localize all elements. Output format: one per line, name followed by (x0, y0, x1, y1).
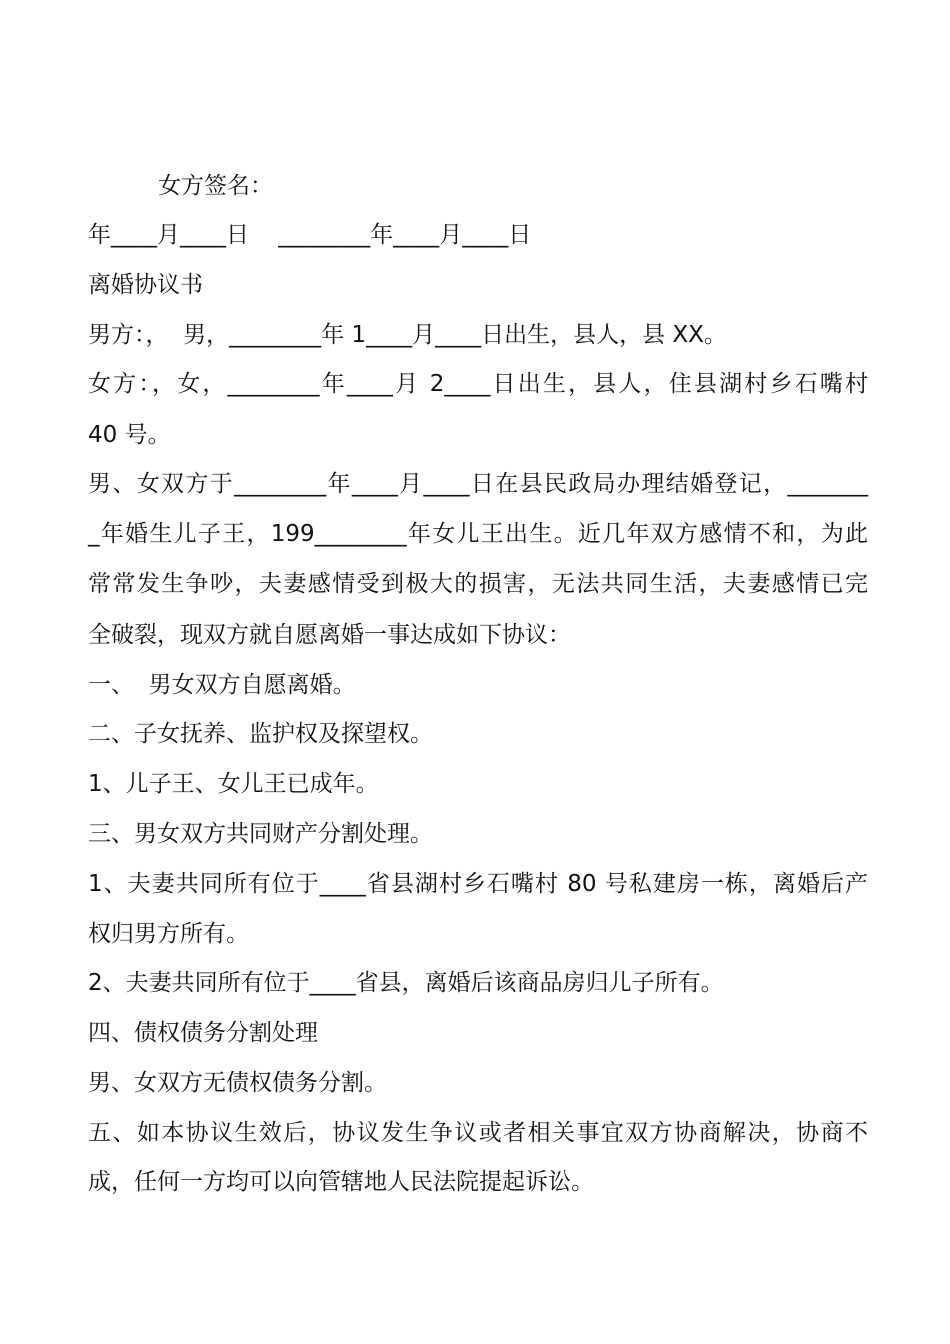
background-line-4: 全破裂，现双方就自愿离婚一事达成如下协议： (88, 622, 571, 648)
background-line-3: 常常发生争吵，夫妻感情受到极大的损害，无法共同生活，夫妻感情已完 (88, 571, 868, 597)
date-line: 年____月____日 ________年____月____日 (88, 222, 532, 248)
clause-3-item-1: 1、夫妻共同所有位于____省县湖村乡石嘴村 80 号私建房一栋，离婚后产 (88, 871, 868, 897)
clause-1: 一、 男女双方自愿离婚。 (88, 672, 356, 698)
female-party-line: 女方：，女，________年____月 2____日出生，县人，住县湖村乡石嘴村 (88, 371, 868, 397)
clause-4-heading: 四、债权债务分割处理 (88, 1020, 318, 1046)
clause-5-line-2: 成，任何一方均可以向管辖地人民法院提起诉讼。 (88, 1169, 594, 1195)
clause-5-line-1: 五、如本协议生效后，协议发生争议或者相关事宜双方协商解决，协商不 (88, 1120, 868, 1146)
clause-3-item-2: 2、夫妻共同所有位于____省县，离婚后该商品房归儿子所有。 (88, 970, 724, 996)
clause-3-heading: 三、男女双方共同财产分割处理。 (88, 821, 433, 847)
clause-3-item-1-cont: 权归男方所有。 (88, 921, 249, 947)
document-title: 离婚协议书 (88, 272, 203, 298)
background-line-1: 男、女双方于________年____月____日在县民政局办理结婚登记，_______ (88, 471, 868, 497)
male-party-line: 男方：， 男，________年 1____月____日出生，县人，县 XX。 (88, 322, 727, 348)
clause-4-text: 男、女双方无债权债务分割。 (88, 1070, 387, 1096)
clause-2-item-1: 1、儿子王、女儿王已成年。 (88, 771, 379, 797)
female-signature-label: 女方签名： (158, 173, 273, 199)
background-line-2: _年婚生儿子王，199________年女儿王出生。近几年双方感情不和，为此 (88, 521, 868, 547)
clause-2-heading: 二、子女抚养、监护权及探望权。 (88, 721, 433, 747)
female-party-address-cont: 40 号。 (88, 422, 171, 448)
